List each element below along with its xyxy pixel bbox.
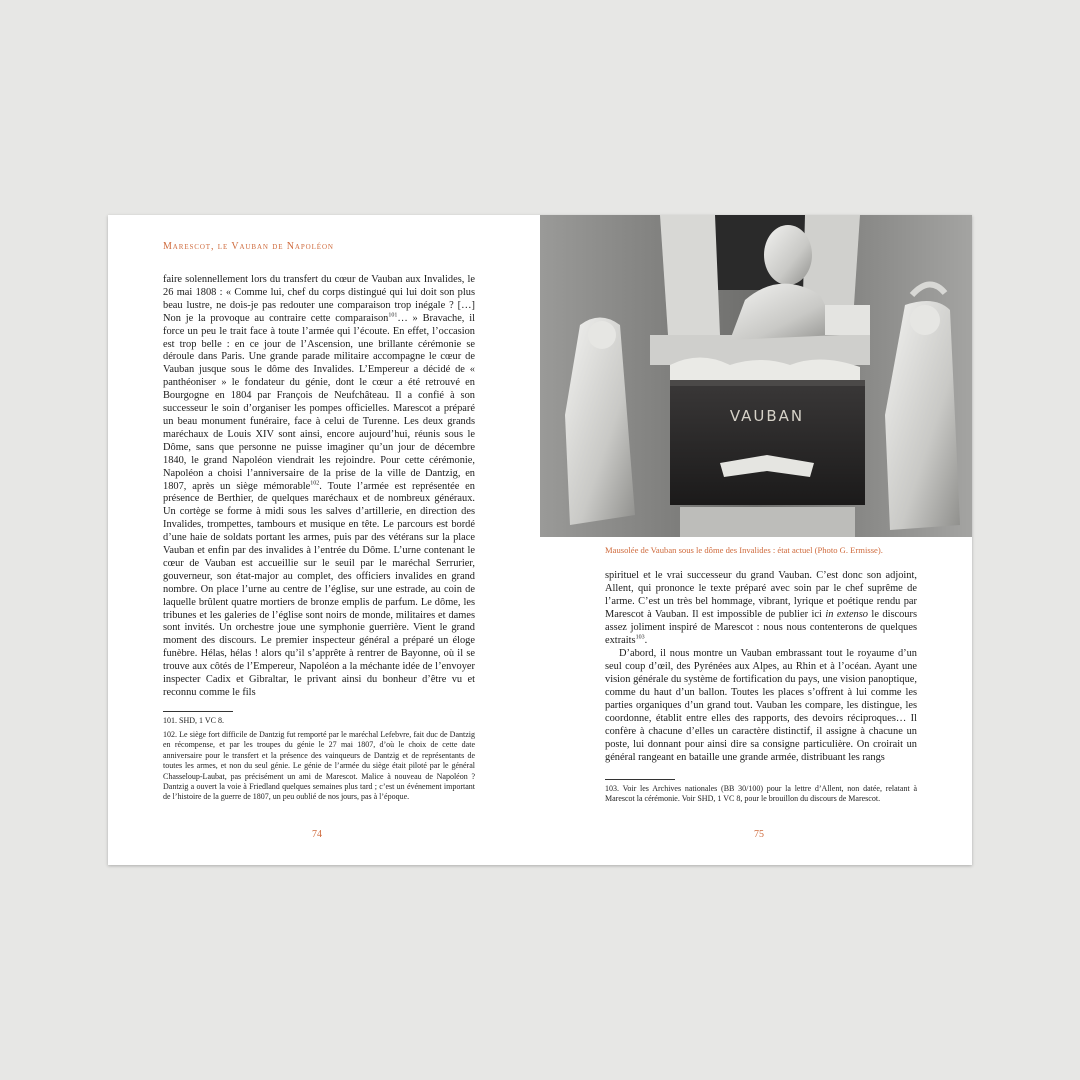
note-ref-101[interactable]: 101	[388, 312, 398, 319]
footnote-rule	[163, 711, 233, 712]
book-spread	[108, 215, 972, 865]
page-number-right: 75	[754, 829, 764, 840]
note-ref-102[interactable]: 102	[310, 480, 320, 487]
body-text-part: faire solennellement lors du transfert du cœur de Vauban aux Invalides, le 26 mai 1808 : « Comme lui, chef du corps distingué qui lui doit son plus beau lustre, ne dois-je pas redouter une comparaison trop inégale ? […] Non je la provoque au contraire cette comparaison	[163, 274, 475, 324]
left-body-text	[163, 274, 475, 700]
paragraph: D’abord, il nous montre un Vauban embrassant tout le royaume d’un seul coup d’œil, des Pyrénées aux Alpes, au Rhin et à l’océan. Ayant une vision générale du système de fortification du pays, une vision panoptique, comme du haut d’un ballon. Toutes les places s’offrent à lui comme les parties organiques d’un grand tout. Vauban les compare, les distingue, les coordonne, établit entre elles des rapports, des devoirs réciproques… Il confère à chacune d’elles un caractère distinctif, il assigne à chacune un poste, lui donnant pour ainsi dire sa consigne particulière. On croirait un général rangeant en bataille une grande armée, distribuant les rangs	[605, 648, 917, 763]
mausoleum-photo	[540, 215, 972, 537]
photo-caption: Mausolée de Vauban sous le dôme des Invalides : état actuel (Photo G. Ermisse).	[605, 545, 883, 555]
footnote-101: 101. SHD, 1 VC 8.	[163, 716, 224, 725]
italic-term: in extenso	[825, 608, 868, 620]
body-text-part: … » Bravache, il force un peu le trait face à toute l’armée qui l’écoute. En effet, l’occasion est trop belle : en ce jour de l’Ascension, une brillante cérémonie se déroule dans Paris. Une grande parade militaire accompagne le cœur de Vauban jusque sous le dôme des Invalides. L’Empereur a décidé de « panthéoniser » le fondateur du génie, dont le cœur a été retrouvé en Bourgogne en 1804 par François de Neufchâteau. Il a confié à son successeur le soin d’organiser les pompes officielles. Marescot a préparé un beau monument funéraire, face à celui de Turenne. Les deux grands maréchaux de Louis XIV sont ainsi, encore aujourd’hui, réunis sous le Dôme, sans que personne ne puisse imaginer qu’un jour de décembre 1840, le grand Napoléon viendrait les rejoindre. Pour cette cérémonie, Napoléon a choisi l’anniversaire de la prise de la ville de Dantzig, en 1807, après un siège mémorable	[163, 312, 476, 492]
footnote-102: 102. Le siège fort difficile de Dantzig fut remporté par le maréchal Lefebvre, fait duc de Dantzig en récompense, et par les troupes du génie le 27 mai 1807, d’où le choix de cette date anniversaire pour le transfert et la présence des vainqueurs de Dantzig et de représentants de toutes les armes, et non du seul génie. Le génie de l’armée du siège était piloté par le général Chasseloup-Laubat, pas précisément un ami de Marescot. Malice à nouveau de Napoléon ? Dantzig a ouvert la voie à Friedland quelques semaines plus tard ; c’est un événement important de l’histoire de la guerre de 1807, un peu oublié de nos jours, pas à l’époque.	[163, 730, 475, 802]
body-text-part: spirituel et le vrai successeur du grand Vauban. C’est donc son adjoint, Allent, qui prononce le texte préparé avec soin par le chef suprême de l’arme. C’est un très bel hommage, vibrant, lyrique et poétique rendu par Marescot à Vauban. Il est impossible de publier ici	[605, 570, 917, 620]
body-text-part: .	[644, 634, 648, 646]
right-page	[540, 215, 972, 865]
body-text-part: le discours assez joliment inspiré de Marescot : nous nous contenterons de quelques extraits	[605, 608, 918, 646]
footnote-103: 103. Voir les Archives nationales (BB 30/100) pour la lettre d’Allent, non datée, relatant à Marescot la cérémonie. Voir SHD, 1 VC 8, pour le brouillon du discours de Marescot.	[605, 784, 917, 804]
page-number-left: 74	[312, 829, 322, 840]
footnote-rule	[605, 779, 675, 780]
right-body-text	[605, 570, 917, 765]
left-page	[108, 215, 540, 865]
body-text-part: . Toute l’armée est représentée en présence de Berthier, de quelques maréchaux et de nombreux généraux. Un cortège se forme à midi sous les salves d’artillerie, en direction des Invalides, trompettes, tambours et musique en tête. Le parcours est bordé d’une haie de soldats portant les armes, puis par des vétérans sur la place Vauban et enfin par des invalides à l’entrée du Dôme. L’urne contenant le cœur de Vauban est accueillie sur le seuil par le maréchal Serrurier, gouverneur, son état-major au complet, des officiers invalides en grand nombre. On place l’urne au centre de l’église, sur une estrade, au coin de laquelle brûlent quatre mortiers de bronze emplis de parfum. Le dôme, les tribunes et les galeries de l’église sont noirs de monde, militaires et dames sont invités. Un orchestre joue une symphonie guerrière. Vient le grand moment des discours. Le premier inspecteur général a préparé un éloge funèbre. Hélas, hélas ! alors qu’il s’apprête à rentrer de Bayonne, où il se trouve aux côtés de l’Empereur, Napoléon a la méchante idée de l’envoyer inspecter Cadix et Gibraltar, le privant ainsi du bonheur d’être vu et reconnu comme le fils	[163, 480, 475, 698]
note-ref-103[interactable]: 103	[635, 634, 645, 641]
mausoleum-illustration	[540, 215, 972, 537]
running-head: Marescot, le Vauban de Napoléon	[163, 241, 334, 252]
vauban-inscription: VAUBAN	[729, 407, 805, 425]
